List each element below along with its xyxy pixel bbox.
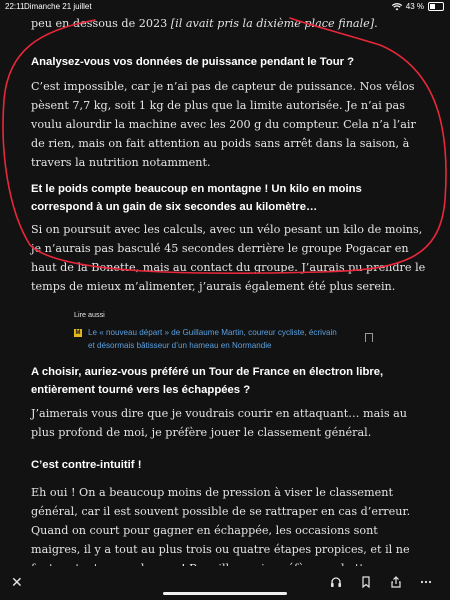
answer-counter-intuitive: Eh oui ! On a beaucoup moins de pression à viser le classement général, car il est souvent possible de se rattraper en cas d’erreur. Quand on court pour gagner en échappée, les occasions sont maigres, il y a tout au plus trois ou quatre étapes propices, et il ne bbox=[31, 486, 411, 556]
bookmark-icon[interactable] bbox=[360, 576, 372, 588]
status-time: 22:11 bbox=[5, 2, 25, 11]
question-power-data: Analysez-vous vos données de puissance pendant le Tour ? bbox=[31, 56, 355, 68]
bookmark-small-icon[interactable] bbox=[365, 333, 373, 342]
status-date: Dimanche 21 juillet bbox=[24, 2, 92, 11]
share-icon[interactable] bbox=[390, 576, 402, 588]
read-also-box bbox=[74, 310, 384, 352]
intro-suffix: . bbox=[374, 17, 378, 30]
answer-free-electron: J’aimerais vous dire que je voudrais courir en attaquant… mais au plus profond de moi, je préfère jouer le classement général. bbox=[31, 407, 407, 439]
intro-prefix: peu en dessous de 2023 bbox=[31, 17, 171, 30]
read-also-label: Lire aussi bbox=[74, 310, 105, 319]
close-icon[interactable]: ✕ bbox=[11, 575, 23, 591]
intro-italic: [il avait pris la dixième place finale] bbox=[170, 17, 375, 30]
more-icon[interactable] bbox=[420, 576, 432, 588]
status-right bbox=[392, 2, 444, 11]
question-counter-intuitive: C’est contre-intuitif ! bbox=[31, 459, 142, 471]
home-indicator[interactable] bbox=[163, 592, 287, 595]
question-free-electron: A choisir, auriez-vous préféré un Tour de France en électron libre, entièrement tourné vers les échappées ? bbox=[31, 366, 384, 396]
answer-power-data: C’est impossible, car je n’ai pas de capteur de puissance. Nos vélos pèsent 7,7 kg, soit 1 kg de plus que la limite autorisée. Je n’ai pas voulu alourdir la machine avec les 200 g du compteur. Cela n’a l’air de rien, mais on fait attention au poids sans arrêt dans la saison, à travers la nutrition notamment. bbox=[31, 80, 416, 169]
toolbar-icons bbox=[330, 576, 432, 588]
question-weight-mountain: Et le poids compte beaucoup en montagne ! Un kilo en moins correspond à un gain de six secondes au kilomètre… bbox=[31, 183, 362, 213]
listen-icon[interactable] bbox=[330, 576, 342, 588]
answer-weight-mountain: Si on poursuit avec les calculs, avec un vélo pesant un kilo de moins, je n’aurais pas basculé 45 secondes derrière le groupe Pogacar en haut de la Bonette, mais au contact du groupe. J’aurais pu prendre le temps de mieux m’alimenter, j’aurais également été plus serein. bbox=[31, 223, 426, 293]
battery-percent: 43 % bbox=[405, 2, 424, 11]
read-also-link-text[interactable]: Le « nouveau départ » de Guillaume Martin, coureur cycliste, écrivain et désormais bâtisseur d’un hameau en Normandie bbox=[88, 328, 337, 350]
battery-icon bbox=[428, 2, 444, 11]
read-also-link[interactable] bbox=[74, 327, 384, 352]
le-monde-badge-icon: M bbox=[75, 330, 81, 336]
status-bar bbox=[0, 0, 450, 14]
wifi-icon bbox=[392, 3, 402, 11]
intro-line bbox=[31, 14, 427, 33]
